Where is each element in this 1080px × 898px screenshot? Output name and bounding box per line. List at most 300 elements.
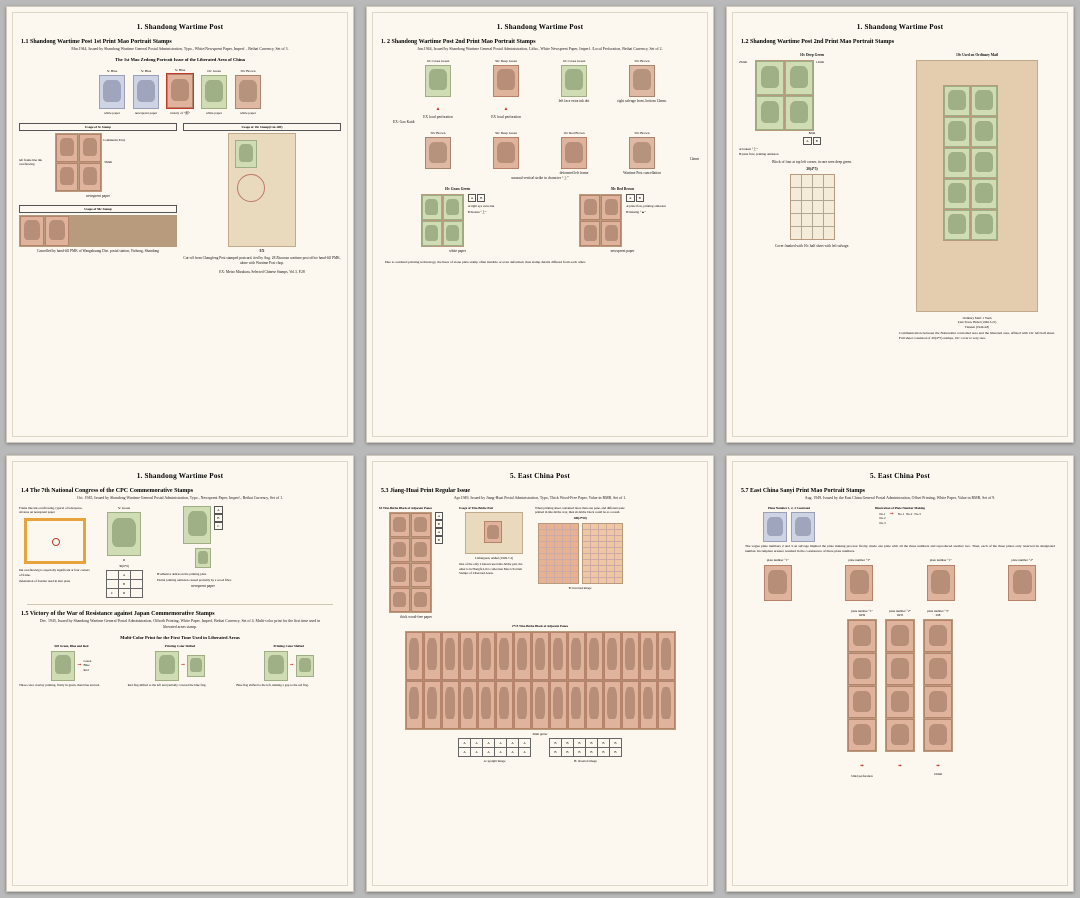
stamp-image <box>514 632 531 680</box>
rate-line-1: Ordinary Mail: 1 Yuan <box>962 316 992 321</box>
stamp-paper-label: white paper <box>206 110 222 115</box>
right-caption: Communication between the Nationalist controlled area and the liberated area, affixed with 10c left half sheet. Full sheet consisted of 20(4*5) stamps, 10c cover is very rare. <box>899 330 1055 341</box>
legend-b-block <box>549 738 622 763</box>
stamp-image <box>167 74 193 108</box>
right-arrow-icon: ➞ <box>889 512 894 518</box>
usage-left-caption: newsprent paper <box>86 193 110 198</box>
legend-row <box>379 738 701 763</box>
label-a: A <box>214 506 222 514</box>
stamp-image <box>580 195 600 220</box>
cell-c: C <box>106 589 118 598</box>
panel-heading: Printing Color Shifted <box>273 644 304 649</box>
paper-label: newsprent paper <box>191 584 215 589</box>
stamp-value-label: 50c Deep Green <box>494 58 518 63</box>
left-title: Plate Number 1, 2, 3 Coexisted <box>768 505 810 510</box>
right-title: Illustration of Plate Number Making <box>874 505 926 510</box>
measure-12mm: 12mm <box>816 60 825 65</box>
detail-crop <box>195 548 211 568</box>
stamp-image <box>886 653 914 685</box>
panel-caption: Red flag shifted to the left and partially covered the blue flag. <box>127 682 207 687</box>
detail-crop <box>187 655 205 677</box>
pane-note: When printing sheet contained more than one pane, and different pane printed in tête-bêche way, then sh-bêche block could be as a result. <box>535 505 625 515</box>
plate-title: plate number “3” <box>848 558 871 563</box>
stamp-image <box>791 512 815 542</box>
measure-16mm: 16mm <box>933 772 943 777</box>
page-title: 1. Shandong Wartime Post <box>136 472 224 480</box>
pointer-arrow-icon: ▲ <box>503 106 509 112</box>
stamp-paper-label: newsprent paper <box>134 110 158 115</box>
stamp-image <box>848 653 876 685</box>
stamp-value-label: 10c Red Brown <box>563 130 585 135</box>
stamp-image <box>848 719 876 751</box>
page-cell-5 <box>360 449 720 898</box>
rate-line-3: Tianzen (1946.4.8) <box>964 324 990 329</box>
plate-no-3: No.3 <box>879 520 886 525</box>
label-b: B <box>435 536 443 544</box>
variety-note-2: Partial printing omission caused probably by a wood fiber. <box>157 578 232 583</box>
stamp-image <box>622 681 639 729</box>
section-metadata: Oct. 1945, Issued by Shandong Wartime General Postal Administration, Typo., Newsprent Paper, Imperf., Beihai Currency, Set of 1. <box>77 496 283 500</box>
stamp-image <box>390 588 410 612</box>
strip-code: 0439 <box>858 612 866 617</box>
stamp-image <box>971 179 997 209</box>
legend-a: A: upright image <box>483 758 506 763</box>
usage-right-reference: EX: Meiso Mizuhara, Selected Chinese Stamps, Vol.3, P.28 <box>219 269 305 274</box>
plate-no-1: No.1 <box>897 512 905 517</box>
panel-2 <box>128 644 233 687</box>
cover-image <box>183 133 341 247</box>
ex-credit: EX: Gao Kaidi <box>393 119 415 124</box>
page-cell-6 <box>720 449 1080 898</box>
flaw-note-a: A:broken “上” <box>739 147 758 152</box>
rate-line-2: Lian Town, Hebei (1946.5.21) <box>957 320 997 325</box>
stamp-note: right salvage from, bottom 12mm. <box>617 98 667 103</box>
stamp-image <box>107 512 141 556</box>
section-metadata: Mar.1944, Issued by Shandong Wartime General Postal Administration, Typo., White/Newsprent Paper, Imperf. , Beihai Currency, Set of 3. <box>71 47 289 51</box>
right-arrow-icon: ➞ <box>77 663 82 669</box>
multicolor-panels <box>19 644 341 687</box>
section-subtitle-2: Multi-Color Print for the First Time Used in Liberated Areas <box>120 635 240 641</box>
detail-left <box>379 187 536 254</box>
stamp-value-label: 5c Green <box>117 505 131 510</box>
big-block-title: 2*15 Tête-Bêche Block of Adjacent Panes <box>511 624 569 629</box>
panel-caption: Three-color overlay printing, firstly in green, then blue and red. <box>19 682 101 687</box>
stamp-image <box>460 681 477 729</box>
stamp-image <box>493 65 519 97</box>
left-arrow-icon: ➠ <box>935 764 941 770</box>
flaw-label-b: B <box>813 137 821 145</box>
color-blue: Blue <box>83 663 90 668</box>
plate-title: plate number “1” <box>766 558 789 563</box>
stamp-item <box>613 131 671 176</box>
stamp-image <box>235 140 257 168</box>
stamp-image <box>425 137 451 169</box>
stamp-image <box>493 137 519 169</box>
strip-row <box>739 609 1061 779</box>
stamp-image <box>79 163 101 191</box>
page-title: 5. East China Post <box>510 472 570 480</box>
right-arrow-icon: ➞ <box>289 663 294 669</box>
stamp-image <box>532 632 549 680</box>
stamp-image <box>971 148 997 178</box>
usage-left-note: left frame line ink overflowing <box>19 158 42 167</box>
page-cell-3 <box>720 0 1080 449</box>
stamp-image <box>411 513 431 537</box>
stamp-image <box>478 632 495 680</box>
stamp-image <box>971 210 997 240</box>
stamp-value-label: 10c Grass Green <box>426 58 450 63</box>
stamp-image <box>971 86 997 116</box>
stamp-image <box>561 137 587 169</box>
usage-10c-title: Usage of 10c Stamp(Cut-Off) <box>183 123 341 131</box>
usage-5c-body <box>19 133 177 192</box>
stamp-image <box>406 632 423 680</box>
legend-b: B: inverted image <box>568 585 592 590</box>
panel-1 <box>19 644 124 687</box>
page-cell-1 <box>0 0 360 449</box>
stamp-image <box>586 632 603 680</box>
left-title: $3 Tête-Bêche Block of Adjacent Panes <box>379 505 432 510</box>
stamp-image <box>443 195 463 220</box>
section-heading: 1.1 Shandong Wartime Post 1st Print Mao Portrait Stamps <box>21 39 172 45</box>
pane-label: 100(2*50) <box>573 516 587 521</box>
stamp-image <box>640 681 657 729</box>
section-metadata: Apr.1949, Issued by Jiang-Huai Postal Administration, Typo, Thick Wood-Free Paper, Value in RMB, Set of 1. <box>453 496 627 500</box>
label-a: A <box>435 528 443 536</box>
left-caption-2: Cover franked with 10c half sheet with left salvage. <box>774 244 850 249</box>
right-column <box>893 53 1061 345</box>
block-of-four <box>55 133 102 192</box>
cell-d: D <box>118 589 130 598</box>
usage-section <box>19 123 341 275</box>
stamp-value-label: 5c Blue <box>140 68 152 73</box>
footnote: Due to outdated printing technology, the lines of stone plate stamp often instable or even deformed, thus stamp details differed from each other. <box>385 260 586 265</box>
stamp-image <box>886 719 914 751</box>
plate-coexist <box>739 506 839 542</box>
label-b: B <box>435 520 443 528</box>
stamp-image <box>45 216 69 246</box>
stamp-image <box>411 588 431 612</box>
flaw-label-a: A <box>626 194 634 202</box>
stamp-row-1 <box>379 59 701 120</box>
usage-50c-caption: Cancelled by hand-fill PMK of Wangzhuang Dist. postal station, Yizhong, Shandong <box>37 248 159 253</box>
document-page-1 <box>6 6 354 443</box>
stamp-value-label: 50c Deep Green <box>494 130 518 135</box>
stamp-image <box>604 632 621 680</box>
section-heading: 5.7 East China Sanyi Print Mao Portrait Stamps <box>741 488 866 494</box>
usage-right-caption: Cut-off from Changfeng Post stamped postcard, tied by Aug. 28 Zhoucun wartime post office hand-fill PMK, alone with Wartime Post chop. <box>183 255 341 265</box>
stamp-image <box>478 681 495 729</box>
stamp-image <box>568 632 585 680</box>
usage-right-column <box>183 123 341 275</box>
stamp-image <box>601 195 621 220</box>
stamp-item <box>201 69 227 115</box>
section-metadata: Aug. 1949, Issued by the East China General Postal Administration, Offset Printing, White Paper, Value in RMB, Set of 9. <box>804 496 996 500</box>
stamp-paper-label: white paper <box>104 110 120 115</box>
detail-right-title: 50c Red Brown <box>610 186 635 191</box>
stamp-image <box>51 651 75 681</box>
detail-left-title: 10c Grass Green <box>444 186 471 191</box>
label-a: A <box>435 512 443 520</box>
stamp-item <box>477 131 535 169</box>
stamp-value-label: 50c Brown <box>634 58 650 63</box>
stamp-item <box>133 69 159 115</box>
strip-title: plate number “3” <box>927 608 949 613</box>
stamp-image <box>924 686 952 718</box>
strip-item <box>923 609 953 777</box>
panel-3 <box>236 644 341 687</box>
left-caption: Block of four at top left corner, in rare seen deep green. <box>772 159 852 164</box>
stamp-image <box>586 681 603 729</box>
usage-50c-title: Usage of 50c Stamp <box>19 205 177 213</box>
stamp-image <box>550 681 567 729</box>
position-letter: D <box>122 557 126 562</box>
stamp-image <box>155 651 179 681</box>
stamp-image <box>944 117 970 147</box>
pointer-arrow-icon: ▲ <box>435 106 441 112</box>
document-page-4 <box>6 455 354 892</box>
document-page-2 <box>366 6 714 443</box>
stamp-image <box>944 86 970 116</box>
stamp-image <box>924 719 952 751</box>
legend-table-a: A A A A A A A A A A A A <box>458 738 531 757</box>
stamp-image <box>927 565 955 601</box>
postmark-circle <box>237 174 265 202</box>
stamp-image <box>971 117 997 147</box>
sheet-label: 20(4*5) <box>806 167 818 171</box>
stamp-value-label: 50c Brown <box>430 130 446 135</box>
flaw-label-b: B <box>477 194 485 202</box>
stamp-image <box>56 163 78 191</box>
stamp-image <box>580 221 600 246</box>
strip-item <box>885 609 915 773</box>
stamp-note: Wartime Post cancellation <box>623 170 661 175</box>
stamp-image <box>183 506 211 544</box>
stamp-item <box>235 69 261 115</box>
detail-crop <box>296 655 314 677</box>
stamp-image <box>422 221 442 246</box>
variety-note: B:adhesive debris on the printing plate <box>157 571 207 576</box>
stamp-image <box>944 179 970 209</box>
plate-illustration <box>845 506 955 525</box>
stamp-image <box>411 563 431 587</box>
measure-8mm: 8mm <box>808 131 816 136</box>
stamp-image <box>756 61 784 95</box>
stamp-image <box>443 221 463 246</box>
stamp-value-label: 50c Brown <box>634 130 650 135</box>
flaw-note-b: B:broken “上” <box>467 210 487 215</box>
plate-no-3: No.3 <box>914 512 921 517</box>
section-heading-2: 1.5 Victory of the War of Resistance against Japan Commemorative Stamps <box>21 611 215 618</box>
stamp-image <box>496 681 513 729</box>
stamp-item <box>477 59 535 120</box>
strip-item <box>847 609 877 779</box>
bottom-caption: blind perforation <box>851 774 873 779</box>
plate-title: plate number “1” <box>929 558 952 563</box>
stamp-image <box>629 65 655 97</box>
usage-left-column <box>19 123 177 254</box>
left-caption: thick wood-free paper <box>400 615 432 620</box>
section-metadata: Jun.1944, Issued by Shandong Wartime General Postal Administration, Litho., White Newsprent Paper, Imperf. /Local Perforation, Beihai Currency, Set of 2. <box>417 47 663 51</box>
stamp-image <box>99 75 125 109</box>
stamp-note: deformed left frame <box>559 170 589 175</box>
stamp-image <box>264 651 288 681</box>
right-arrow-icon: ➞ <box>180 663 186 669</box>
stamp-item <box>167 68 193 115</box>
stamp-image <box>484 521 502 543</box>
row2-note: unusual vertical strike in character “上” <box>511 175 569 180</box>
stamp-item <box>409 59 467 120</box>
plate-item <box>984 558 1062 602</box>
variety-column <box>157 506 249 590</box>
paper-label: newsprent paper <box>610 249 635 254</box>
stamp-image <box>924 620 952 652</box>
stamp-image <box>944 210 970 240</box>
page-cell-4 <box>0 449 360 898</box>
stamp-image <box>601 221 621 246</box>
stamp-image <box>640 632 657 680</box>
plate-number-body <box>739 506 1061 542</box>
section-heading: 1.2 Shandong Wartime Post 2nd Print Mao Portrait Stamps <box>741 39 895 45</box>
stamp-image <box>235 75 261 109</box>
stamp-image <box>532 681 549 729</box>
page3-body <box>739 53 1061 345</box>
legend-b: B: inverted image <box>574 758 597 763</box>
right-title: 10c Used on Ordinary Mail <box>956 53 998 57</box>
stamp-image <box>201 75 227 109</box>
plate-item <box>821 558 899 602</box>
stamp-image <box>133 75 159 109</box>
stamp-image <box>764 565 792 601</box>
legend-a-block <box>458 738 531 763</box>
stamp-image <box>422 195 442 220</box>
section-heading: 1.4 The 7th National Congress of the CPC Commemorative Stamps <box>21 488 194 494</box>
congress-body <box>19 506 341 599</box>
frame-shape <box>24 518 86 564</box>
stamp-image <box>924 653 952 685</box>
label-b: B <box>214 514 222 522</box>
panel-caption: Blue flag shifted to the left, making a gap to the red flag. <box>236 682 309 687</box>
document-page-5 <box>366 455 714 892</box>
section-metadata-2: Dec. 1945, Issued by Shandong Wartime General Postal Administration, Offsoth Printing, White Paper, Imperf, Beihai Currency, Set of 4, Multi-color print for the first time used in liberated areas stamp. <box>39 619 321 630</box>
frame-note: Frame line ink overflowing, typical of letterpress, obvious on newsprent paper <box>19 505 83 515</box>
document-page-6 <box>726 455 1074 892</box>
stamp-image <box>658 632 675 680</box>
stamp-image <box>886 620 914 652</box>
section-heading: 5.3 Jiang-Huai Print Regular Issue <box>381 488 471 494</box>
stamp-value-label: 10c Grass Green <box>562 58 586 63</box>
stamp-image <box>550 632 567 680</box>
stamp-image <box>756 96 784 130</box>
stamp-item <box>545 59 603 104</box>
tete-beche-body <box>379 506 701 620</box>
gutter-label: 6mm gutter <box>532 731 548 736</box>
frame-diagram <box>19 506 91 584</box>
stamp-image <box>886 686 914 718</box>
stamp-image <box>390 538 410 562</box>
section-subtitle: The 1st Mao Zedong Portrait Issue of the Liberated Area of China <box>115 56 245 62</box>
left-arrow-icon: ➠ <box>897 764 903 770</box>
stamp-image <box>406 681 423 729</box>
stamp-image <box>629 137 655 169</box>
stamp-image <box>1008 565 1036 601</box>
tete-beche-block <box>379 506 453 620</box>
mid-title: Usage of Tête-Bêche Pair <box>459 505 494 510</box>
stamp-image <box>411 538 431 562</box>
stamp-image <box>20 216 44 246</box>
stamp-item <box>613 59 671 104</box>
stamp-image <box>785 61 813 95</box>
measure-12mm: 12mm <box>689 157 699 161</box>
page-title: 1. Shandong Wartime Post <box>856 23 944 31</box>
usage-50c-body <box>19 215 177 247</box>
stamp-image <box>390 513 410 537</box>
stamp-value-label: 50c Brown <box>240 68 256 73</box>
stamp-image <box>561 65 587 97</box>
plate-no-2: No.2 <box>879 516 886 521</box>
detail-blocks <box>379 187 701 254</box>
page-title: 5. East China Post <box>870 472 930 480</box>
divider <box>27 604 333 605</box>
plate-no-2: No.2 <box>906 512 913 517</box>
stamp-image <box>763 512 787 542</box>
stamp-variety-label: variety of “邮” <box>169 110 191 115</box>
sheet-label: 36(6*6) <box>118 564 130 569</box>
frame-left-note: Ink overflowing is especially significant at four corners of frame. <box>19 568 90 577</box>
plate-title: plate number “2” <box>1011 558 1034 563</box>
label-c: C <box>214 522 222 530</box>
page-cell-2 <box>360 0 720 449</box>
plate-item <box>902 558 980 602</box>
plate-row <box>739 558 1061 602</box>
flaw-label-a: A <box>468 194 476 202</box>
stamp-image <box>424 632 441 680</box>
left-arrow-icon: ➠ <box>859 764 865 770</box>
stamp-value-label: 5c Blue <box>174 67 186 72</box>
plate-no-1: No.1 <box>879 512 886 517</box>
stamp-image <box>622 632 639 680</box>
stamp-image <box>848 620 876 652</box>
stamp-image <box>425 65 451 97</box>
left-column <box>739 53 885 345</box>
strip-code: 0435 <box>896 612 904 617</box>
flaw-note-b: B:plate flaw, printing omission <box>739 151 779 156</box>
plate-item <box>739 558 817 602</box>
stamp-image <box>442 632 459 680</box>
mid-caption: Lishuiguan, Anhui (1949.7.4) <box>475 556 513 561</box>
frame-mid-note: indentation of frontier used in zinc plate <box>19 579 71 584</box>
color-red: Red <box>83 667 89 672</box>
mid-caption-2: One of the only 2 known used tête-bêche pair, the other is in Hongfu Lin’s collection Mao’s Portrait Stamps of Liberated Areas. <box>459 562 523 576</box>
stamp-row-top <box>19 68 341 115</box>
stamp-image <box>56 134 78 162</box>
legend-table-b: B B B B B B B B B B B B <box>549 738 622 757</box>
measure-label: 33mm <box>104 160 113 165</box>
color-green: Green <box>83 659 92 664</box>
strip-code: 298 <box>935 612 941 617</box>
stamp-image <box>442 681 459 729</box>
stamp-value-label: 5c Blue <box>106 68 118 73</box>
strip-title: plate number “1” <box>851 608 873 613</box>
stamp-note: EX local perforation <box>491 114 521 119</box>
paper-label: white paper <box>449 249 466 254</box>
party-label: Communist Party <box>103 137 126 142</box>
section-heading: 1. 2 Shandong Wartime Post 2nd Print Mao Portrait Stamps <box>381 39 536 45</box>
flaw-note-b: B:missing “▲” <box>626 210 646 215</box>
stamp-item <box>96 506 152 599</box>
stamp-image <box>514 681 531 729</box>
stamp-image <box>845 565 873 601</box>
